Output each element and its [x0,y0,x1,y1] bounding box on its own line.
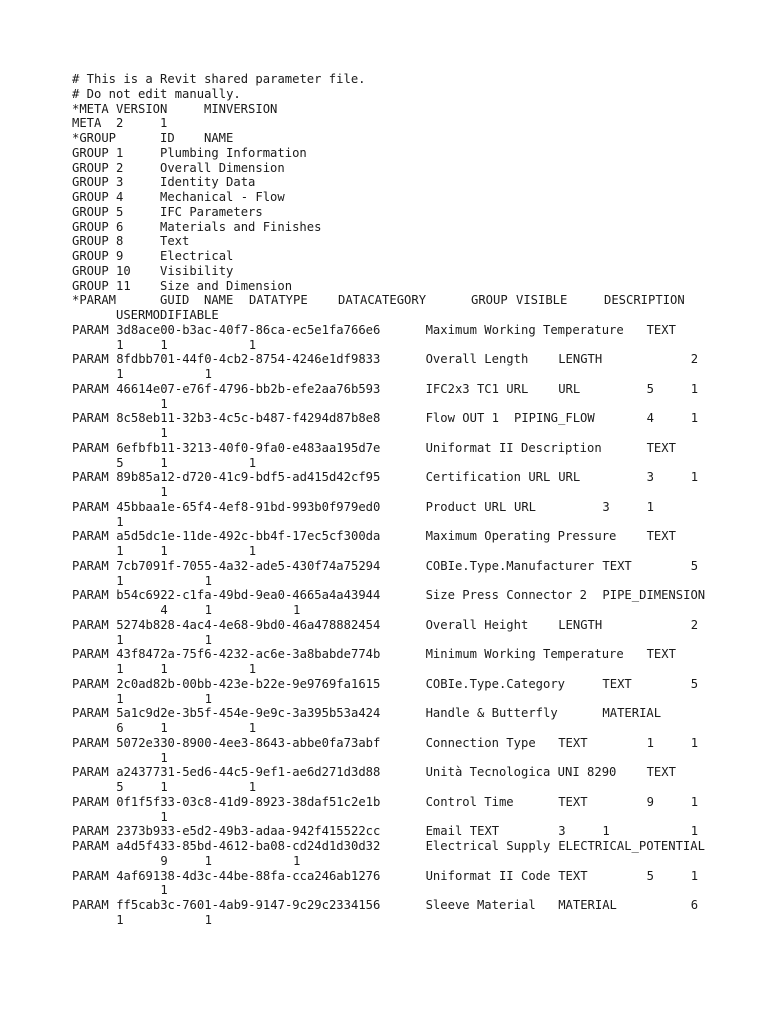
param-line-cont: 1 [116,514,124,529]
group-line: GROUP 2 Overall Dimension [72,160,285,175]
param-line-cont: 4 1 1 [160,603,301,617]
group-line: GROUP 4 Mechanical - Flow [72,190,285,204]
group-line: GROUP 8 Text [72,234,190,249]
shared-parameter-file [72,72,732,928]
param-line-cont: 9 1 1 [160,853,301,868]
param-line-cont: 1 [160,485,168,499]
param-line: PARAM 5072e330-8900-4ee3-8643-abbe0fa73abf Connection Type TEXT 1 1 [72,735,699,750]
param-line: PARAM 46614e07-e76f-4796-bb2b-efe2aa76b593 IFC2x3 TC1 URL URL 5 1 [72,381,699,396]
param-line: PARAM 8c58eb11-32b3-4c5c-b487-f4294d87b8e8 Flow OUT 1 PIPING_FLOW 4 1 [72,411,699,426]
param-line: PARAM 0f1f5f33-03c8-41d9-8923-38daf51c2e1b Control Time TEXT 9 1 [72,794,699,809]
param-list [72,323,732,928]
param-line: PARAM 4af69138-4d3c-44be-88fa-cca246ab1276 Uniformat II Code TEXT 5 1 [72,868,699,883]
param-line: PARAM a5d5dc1e-11de-492c-bb4f-17ec5cf300da Maximum Operating Pressure TEXT [72,529,676,544]
param-line-cont: 1 1 1 [116,337,257,352]
param-line: PARAM 7cb7091f-7055-4a32-ade5-430f74a75294 COBIe.Type.Manufacturer TEXT 5 [72,558,699,573]
group-line: GROUP 5 IFC Parameters [72,204,263,219]
param-line: PARAM ff5cab3c-7601-4ab9-9147-9c29c2334156 Sleeve Material MATERIAL 6 [72,898,699,912]
param-line-cont: 1 1 [116,632,212,647]
param-line: PARAM 43f8472a-75f6-4232-ac6e-3a8babde774b Minimum Working Temperature TEXT [72,647,676,662]
param-line-cont: 1 1 1 [116,544,257,558]
param-line-cont: 1 1 1 [116,662,257,676]
param-line-cont: 5 1 1 [116,780,257,794]
param-header-line: *PARAM GUID NAME DATATYPE DATACATEGORY GROUP VISIBLE DESCRIPTION [72,293,685,308]
param-line-cont: 1 [160,809,168,824]
param-line: PARAM a4d5f433-85bd-4612-ba08-cd24d1d30d32 Electrical Supply ELECTRICAL_POTENTIAL [72,839,705,853]
param-line: PARAM b54c6922-c1fa-49bd-9ea0-4665a4a43944 Size Press Connector 2 PIPE_DIMENSION [72,588,706,603]
group-list [72,146,732,294]
param-line-cont: 6 1 1 [116,721,257,735]
param-line: PARAM 5a1c9d2e-3b5f-454e-9e9c-3a395b53a424 Handle & Butterfly MATERIAL [72,706,662,721]
param-line-cont: 1 [160,750,168,765]
param-line: PARAM 2373b933-e5d2-49b3-adaa-942f415522cc Email TEXT 3 1 1 [72,824,699,839]
param-line: PARAM 2c0ad82b-00bb-423e-b22e-9e9769fa1615 COBIe.Type.Category TEXT 5 [72,676,699,691]
param-line-cont: 1 [160,426,168,440]
param-line: PARAM 8fdbb701-44f0-4cb2-8754-4246e1df9833 Overall Length LENGTH 2 [72,352,699,367]
comment-line: # Do not edit manually. [72,86,241,101]
param-line-cont: 1 1 [116,573,212,588]
param-line: PARAM 3d8ace00-b3ac-40f7-86ca-ec5e1fa766e6 Maximum Working Temperature TEXT [72,322,676,337]
meta-header-line: *META VERSION MINVERSION [72,101,278,116]
group-line: GROUP 11 Size and Dimension [72,278,293,293]
param-line: PARAM 5274b828-4ac4-4e68-9bd0-46a478882454 Overall Height LENGTH 2 [72,617,699,632]
group-line: GROUP 9 Electrical [72,249,234,263]
meta-line: META 2 1 [72,116,168,131]
param-line-cont: 1 1 [116,367,212,381]
param-line-cont: 1 1 [116,912,212,927]
param-line: PARAM a2437731-5ed6-44c5-9ef1-ae6d271d3d88 Unità Tecnologica UNI 8290 TEXT [72,765,676,780]
param-line-cont: 1 [160,883,168,898]
param-line-cont: 5 1 1 [116,455,257,470]
group-line: GROUP 6 Materials and Finishes [72,219,322,234]
group-header-line: *GROUP ID NAME [72,131,234,145]
group-line: GROUP 3 Identity Data [72,175,256,190]
group-line: GROUP 10 Visibility [72,263,234,278]
param-line-cont: 1 1 [116,691,212,706]
comment-line: # This is a Revit shared parameter file. [72,72,366,86]
param-line: PARAM 6efbfb11-3213-40f0-9fa0-e483aa195d7e Uniformat II Description TEXT [72,440,676,455]
group-line: GROUP 1 Plumbing Information [72,145,307,160]
param-header-cont-line: USERMODIFIABLE [116,308,219,322]
param-line: PARAM 45bbaa1e-65f4-4ef8-91bd-993b0f979ed0 Product URL URL 3 1 [72,499,654,514]
param-line: PARAM 89b85a12-d720-41c9-bdf5-ad415d42cf95 Certification URL URL 3 1 [72,470,699,485]
param-line-cont: 1 [160,396,168,411]
